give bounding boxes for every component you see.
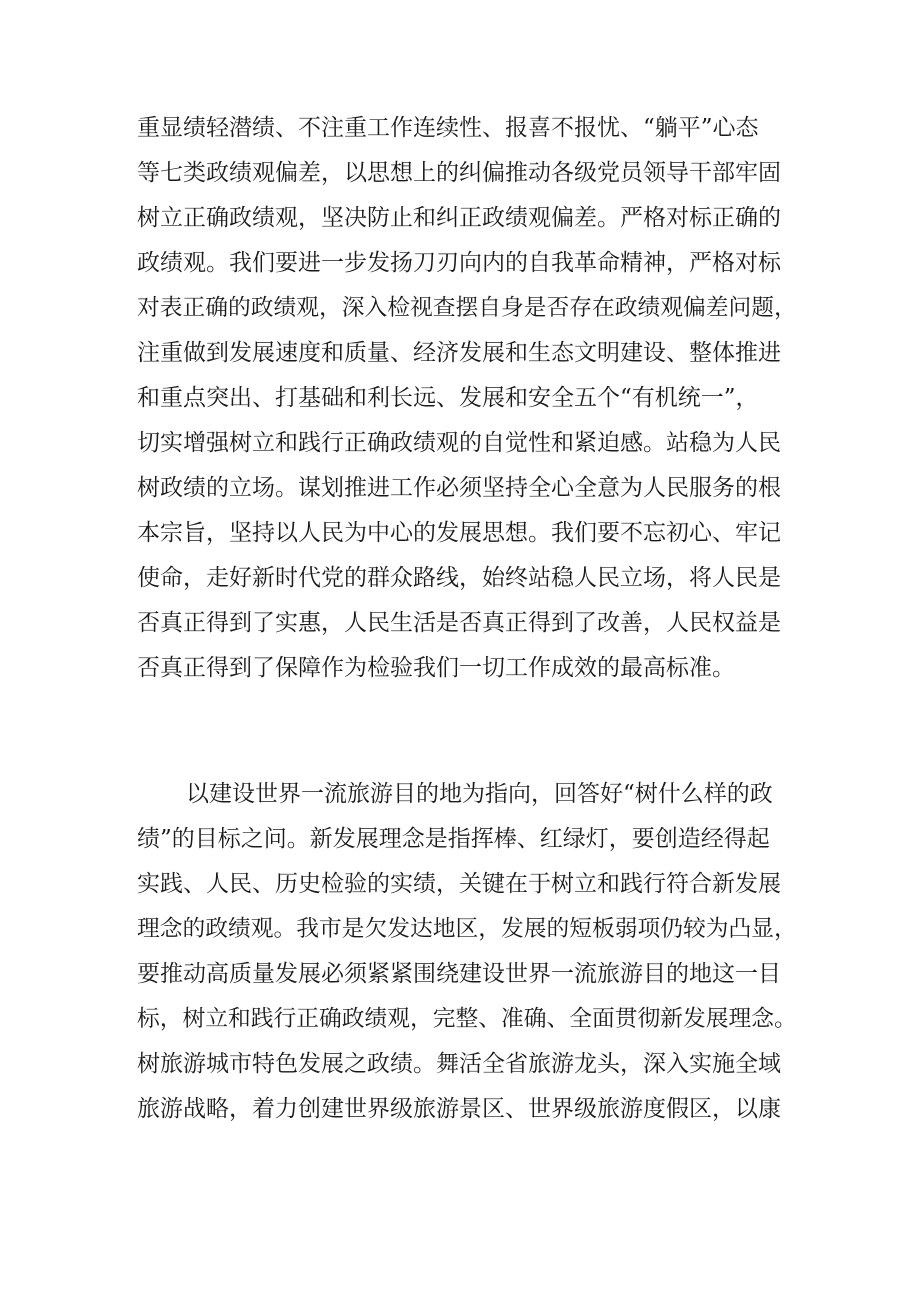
- text-line: 切实增强树立和践行正确政绩观的自觉性和紧迫感。站稳为人民: [137, 430, 781, 456]
- text-line: 对表正确的政绩观，深入检视查摆自身是否存在政绩观偏差问题，: [137, 295, 797, 321]
- text-line: 本宗旨，坚持以人民为中心的发展思想。我们要不忘初心、牢记: [137, 520, 781, 546]
- text-line: 使命，走好新时代党的群众路线，始终站稳人民立场，将人民是: [137, 565, 781, 591]
- text-line: 树政绩的立场。谋划推进工作必须坚持全心全意为人民服务的根: [137, 475, 781, 501]
- text-line: 否真正得到了保障作为检验我们一切工作成效的最高标准。: [137, 655, 735, 681]
- text-line: 理念的政绩观。我市是欠发达地区，发展的短板弱项仍较为凸显，: [137, 916, 797, 942]
- text-line: 实践、人民、历史检验的实绩，关键在于树立和践行符合新发展: [137, 871, 781, 897]
- text-line: 以建设世界一流旅游目的地为指向，回答好“树什么样的政: [186, 781, 773, 807]
- text-line: 要推动高质量发展必须紧紧围绕建设世界一流旅游目的地这一目: [137, 961, 781, 987]
- text-line: 旅游战略，着力创建世界级旅游景区、世界级旅游度假区，以康: [137, 1096, 781, 1122]
- text-line: 注重做到发展速度和质量、经济发展和生态文明建设、整体推进: [137, 340, 781, 366]
- text-line: 否真正得到了实惠，人民生活是否真正得到了改善，人民权益是: [137, 610, 781, 636]
- text-line: 树旅游城市特色发展之政绩。舞活全省旅游龙头，深入实施全域: [137, 1051, 781, 1077]
- text-line: 等七类政绩观偏差，以思想上的纠偏推动各级党员领导干部牢固: [137, 160, 781, 186]
- text-line: 绩”的目标之问。新发展理念是指挥棒、红绿灯，要创造经得起: [137, 826, 770, 852]
- text-line: 标，树立和践行正确政绩观，完整、准确、全面贯彻新发展理念。: [137, 1006, 797, 1032]
- text-line: 政绩观。我们要进一步发扬刀刃向内的自我革命精神，严格对标: [137, 250, 781, 276]
- text-line: 重显绩轻潜绩、不注重工作连续性、报喜不报忧、“躺平”心态: [137, 115, 759, 141]
- text-line: 和重点突出、打基础和利长远、发展和安全五个“有机统一”，: [137, 385, 759, 411]
- text-line: 树立正确政绩观，坚决防止和纠正政绩观偏差。严格对标正确的: [137, 205, 781, 231]
